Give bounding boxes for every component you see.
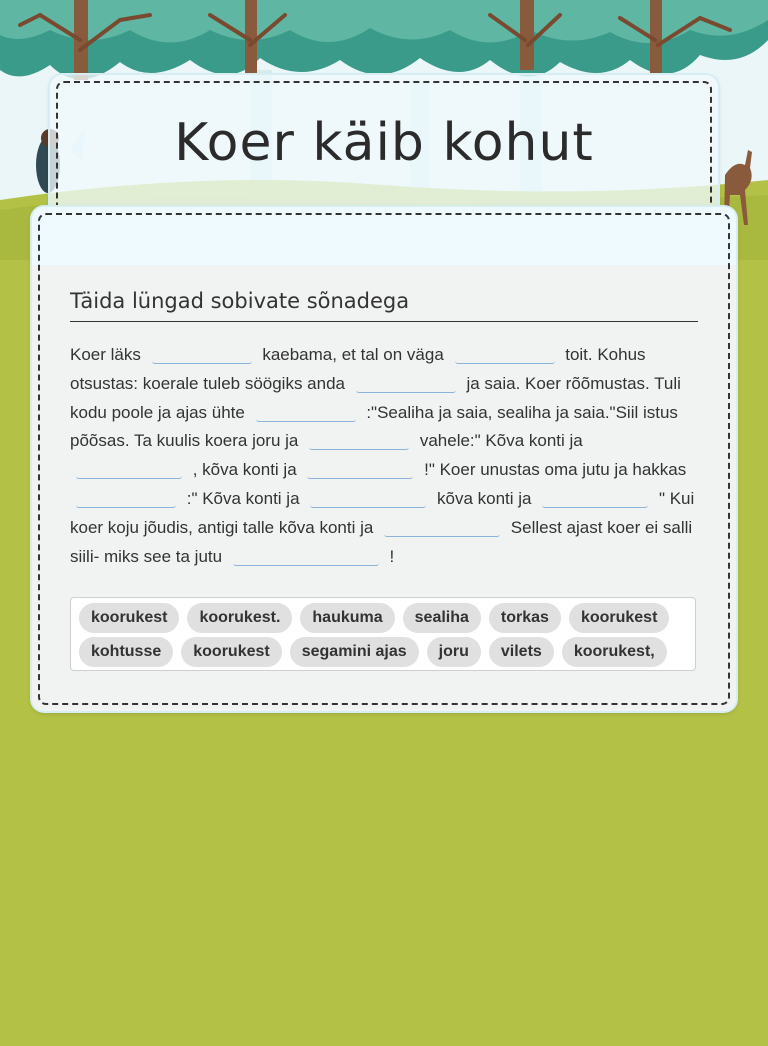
blank-drop-slot[interactable] (455, 346, 555, 364)
word-bank (70, 597, 696, 671)
word-chip[interactable]: torkas (489, 603, 561, 633)
blank-drop-slot[interactable] (542, 490, 648, 508)
passage-text: Koer läks (70, 345, 146, 364)
word-chip[interactable]: koorukest, (562, 637, 667, 667)
card-top-band (32, 207, 736, 265)
passage-text: kaebama, et tal on väga (257, 345, 449, 364)
passage-text: kõva konti ja (432, 488, 537, 508)
passage-text: Sellest ajast koer ei salli siili- miks see ta jutu (70, 517, 693, 566)
word-chip[interactable]: haukuma (300, 603, 394, 633)
passage-text: , kõva konti ja (188, 460, 302, 480)
page-title: Koer käib kohut (174, 113, 594, 173)
blank-drop-slot[interactable] (310, 490, 426, 508)
blank-drop-slot[interactable] (307, 461, 413, 479)
passage-text: ! (384, 546, 395, 566)
word-chip[interactable]: koorukest. (187, 603, 292, 633)
passage-text: vahele:" Kõva konti ja (415, 431, 583, 451)
passage-text: " Kui koer koju jõudis, antigi talle kõva konti ja (70, 488, 695, 537)
word-chip[interactable]: kohtusse (79, 637, 173, 667)
word-chip[interactable]: vilets (489, 637, 554, 667)
fill-in-passage (70, 341, 702, 571)
blank-drop-slot[interactable] (256, 404, 356, 422)
passage-text: :"Sealiha ja saia, sealiha ja saia."Siil istus põõsas. Ta kuulis koera joru ja (70, 402, 678, 451)
blank-drop-slot[interactable] (309, 432, 409, 450)
word-chip[interactable]: joru (427, 637, 481, 667)
instruction-heading: Täida lüngad sobivate sõnadega (70, 289, 698, 322)
blank-drop-slot[interactable] (76, 461, 182, 479)
exercise-card (32, 207, 736, 711)
blank-drop-slot[interactable] (233, 548, 379, 566)
passage-text: ja saia. Koer rõõmustas. Tuli kodu poole ja ajas ühte (70, 373, 681, 422)
passage-text: :" Kõva konti ja (182, 488, 305, 508)
word-chip[interactable]: segamini ajas (290, 637, 419, 667)
passage-text: toit. Kohus otsustas: koerale tuleb söögiks anda (70, 345, 646, 393)
blank-drop-slot[interactable] (356, 375, 456, 393)
passage-text: !" Koer unustas oma jutu ja hakkas (419, 460, 687, 480)
word-chip[interactable]: koorukest (181, 637, 281, 667)
blank-drop-slot[interactable] (152, 346, 252, 364)
word-chip[interactable]: sealiha (403, 603, 481, 633)
word-chip[interactable]: koorukest (79, 603, 179, 633)
blank-drop-slot[interactable] (76, 490, 176, 508)
blank-drop-slot[interactable] (384, 519, 500, 537)
word-chip[interactable]: koorukest (569, 603, 669, 633)
